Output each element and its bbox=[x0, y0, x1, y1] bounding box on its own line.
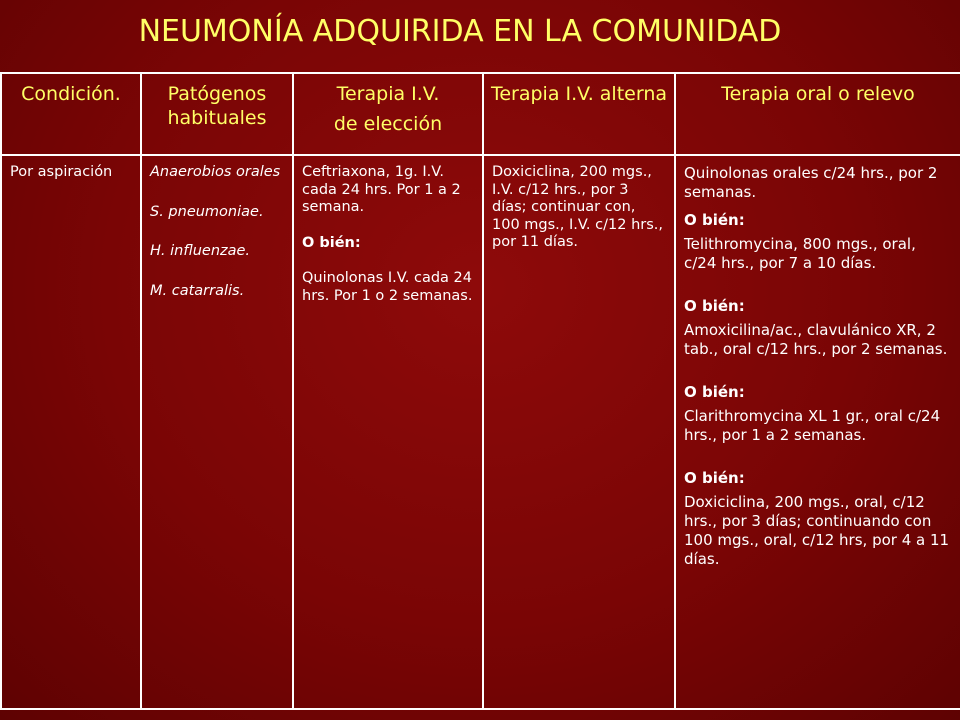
slide-title: NEUMONÍA ADQUIRIDA EN LA COMUNIDAD bbox=[138, 14, 782, 49]
pathogen-item: H. influenzae. bbox=[150, 243, 251, 259]
oral-or-label-3: O bién: bbox=[684, 383, 745, 401]
table-row bbox=[1, 155, 960, 709]
cell-iv-alterna: Doxiciclina, 200 mgs., I.V. c/12 hrs., por 3 días; continuar con, 100 mgs., I.V. c/12 hrs., por 11 días. bbox=[483, 155, 675, 709]
header-condicion: Condición. bbox=[1, 73, 141, 155]
iv-eleccion-option-2: Quinolonas I.V. cada 24 hrs. Por 1 o 2 semanas. bbox=[302, 270, 473, 304]
cell-iv-eleccion bbox=[293, 155, 483, 709]
oral-or-label-2: O bién: bbox=[684, 297, 745, 315]
header-oral: Terapia oral o relevo bbox=[675, 73, 960, 155]
table-header-row bbox=[1, 73, 960, 155]
header-iv-eleccion-line2: de elección bbox=[333, 113, 443, 135]
oral-or-label-1: O bién: bbox=[684, 211, 745, 229]
oral-option-2: Telithromycina, 800 mgs., oral, c/24 hrs., por 7 a 10 días. bbox=[684, 235, 916, 272]
oral-or-label-4: O bién: bbox=[684, 469, 745, 487]
header-iv-eleccion-line1: Terapia I.V. bbox=[336, 83, 440, 105]
cell-patogenos bbox=[141, 155, 293, 709]
iv-eleccion-or-label: O bién: bbox=[302, 234, 361, 251]
oral-option-1: Quinolonas orales c/24 hrs., por 2 semanas. bbox=[684, 164, 938, 201]
iv-eleccion-option-1: Ceftriaxona, 1g. I.V. cada 24 hrs. Por 1 a 2 semana. bbox=[302, 164, 461, 215]
header-patogenos: Patógenos habituales bbox=[141, 73, 293, 155]
oral-option-5: Doxiciclina, 200 mgs., oral, c/12 hrs., por 3 días; continuando con 100 mgs., oral, c/12 hrs, por 4 a 11 días. bbox=[684, 493, 950, 568]
therapy-table bbox=[0, 72, 960, 710]
oral-option-4: Clarithromycina XL 1 gr., oral c/24 hrs., por 1 a 2 semanas. bbox=[684, 407, 941, 444]
cell-oral bbox=[675, 155, 960, 709]
oral-option-3: Amoxicilina/ac., clavulánico XR, 2 tab., oral c/12 hrs., por 2 semanas. bbox=[684, 321, 948, 358]
pathogen-item: Anaerobios orales bbox=[150, 164, 281, 180]
pathogen-item: M. catarralis. bbox=[150, 282, 245, 299]
cell-condicion: Por aspiración bbox=[1, 155, 141, 709]
header-iv-eleccion bbox=[293, 73, 483, 155]
header-iv-alterna: Terapia I.V. alterna bbox=[483, 73, 675, 155]
pathogen-item: S. pneumoniae. bbox=[150, 203, 264, 220]
